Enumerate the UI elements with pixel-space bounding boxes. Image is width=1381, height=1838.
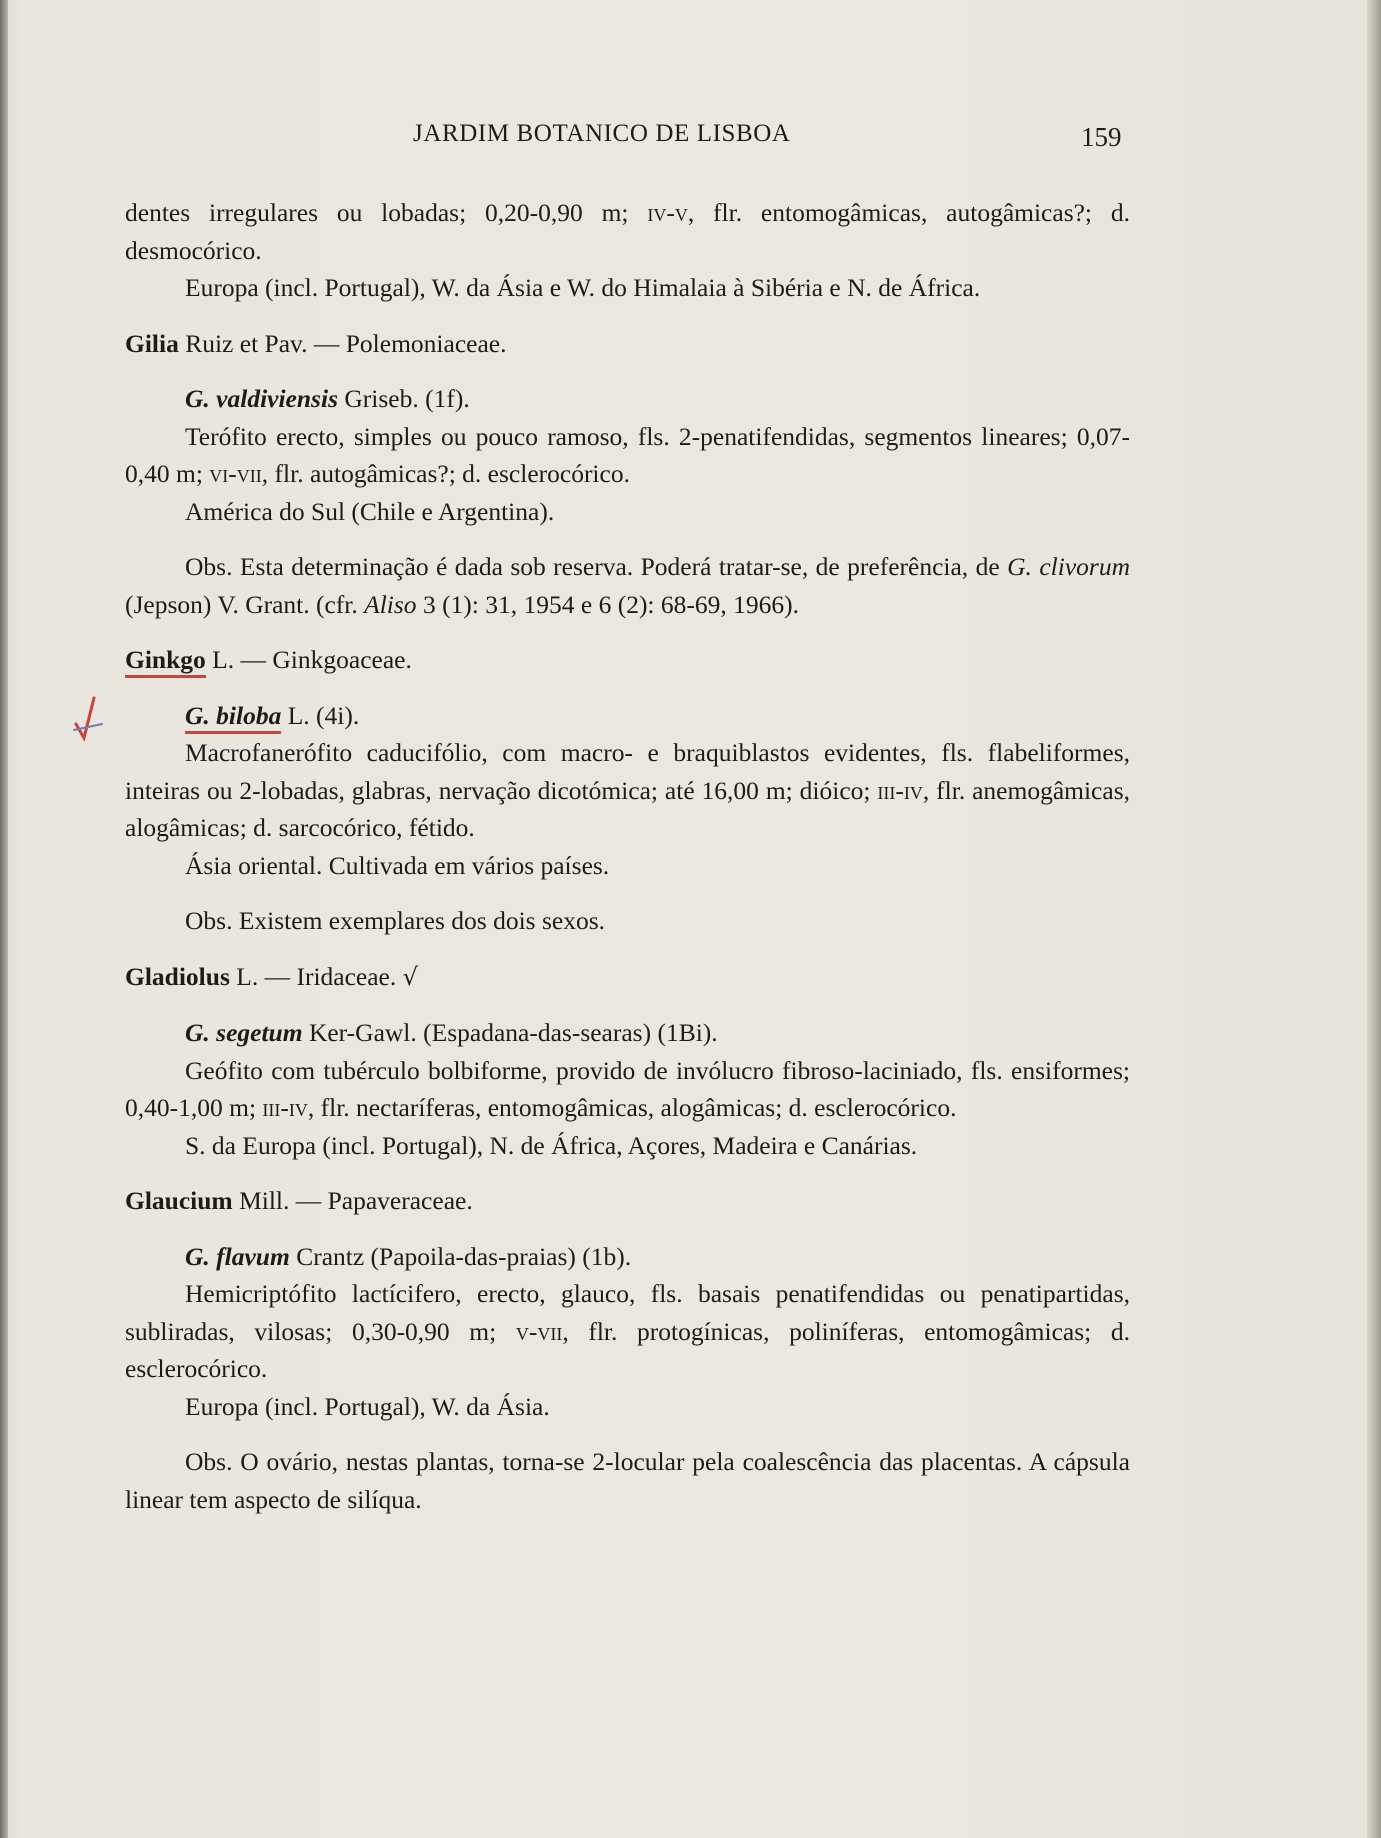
distribution-ginkgo: Ásia oriental. Cultivada em vários países. — [185, 850, 610, 880]
genus-heading-ginkgo: Ginkgo L. — Ginkgoaceae. — [125, 641, 1130, 679]
running-title: JARDIM BOTANICO DE LISBOA — [413, 120, 791, 147]
distribution-gladiolus: S. da Europa (incl. Portugal), N. de África, Açores, Madeira e Canárias. — [185, 1130, 918, 1160]
paragraph-prev-distribution: Europa (incl. Portugal), W. da Ásia e W. do Himalaia à Sibéria e N. de África. — [185, 273, 981, 302]
page-header — [0, 120, 1381, 160]
observation-gilia: Obs. Esta determinação é dada sob reserva. Poderá tratar-se, de preferência, de G. clivorum (Jepson) V. Grant. (cfr. Aliso 3 (1): 31, 1954 e 6 (2): 68-69, 1966). — [125, 552, 1130, 619]
genus-heading-gilia: Gilia Ruiz et Pav. — Polemoniaceae. — [125, 328, 507, 358]
species-heading-gladiolus: G. segetum Ker-Gawl. (Espadana-das-searas) (1Bi). — [185, 1018, 718, 1047]
genus-heading-glaucium: Glaucium Mill. — Papaveraceae. — [125, 1186, 473, 1215]
observation-ginkgo: Obs. Existem exemplares dos dois sexos. — [185, 906, 605, 935]
body-text — [125, 194, 1130, 1518]
distribution-gilia: América do Sul (Chile e Argentina). — [185, 496, 555, 526]
genus-heading-gladiolus: Gladiolus L. — Iridaceae. √ — [125, 961, 418, 991]
page-left-edge — [0, 0, 8, 1838]
species-heading-gilia: G. valdiviensis Griseb. (1f). — [185, 384, 470, 413]
description-glaucium: Hemicriptófito lactícifero, erecto, glauco, fls. basais penatifendidas ou penatipartidas, subliradas, vilosas; 0,30-0,90 m; v-vii, flr. protogínicas, poliníferas, entomogâmicas; d. esclerocórico. — [125, 1279, 1130, 1383]
check-mark-icon: √ — [402, 962, 418, 991]
description-gilia: Terófito erecto, simples ou pouco ramoso, fls. 2-penatifendidas, segmentos lineares; 0,07-0,40 m; vi-vii, flr. autogâmicas?; d. esclerocórico. — [125, 421, 1130, 488]
page-right-edge — [1367, 0, 1381, 1838]
distribution-glaucium: Europa (incl. Portugal), W. da Ásia. — [185, 1391, 550, 1421]
description-gladiolus: Geófito com tubérculo bolbiforme, provido de invólucro fibroso-laciniado, fls. ensiformes; 0,40-1,00 m; iii-iv, flr. nectaríferas, entomogâmicas, alogâmicas; d. esclerocórico. — [125, 1055, 1130, 1122]
red-tick-mark-icon — [72, 694, 106, 744]
observation-glaucium: Obs. O ovário, nestas plantas, torna-se 2-locular pela coalescência das placentas. A cápsula linear tem aspecto de silíqua. — [125, 1447, 1130, 1514]
paragraph-prev-entry: dentes irregulares ou lobadas; 0,20-0,90 m; iv-v, flr. entomogâmicas, autogâmicas?; d. desmocórico. — [125, 198, 1130, 265]
species-heading-ginkgo: G. biloba L. (4i). — [125, 697, 1130, 735]
species-heading-glaucium: G. flavum Crantz (Papoila-das-praias) (1b). — [185, 1241, 632, 1271]
page-number: 159 — [1081, 122, 1122, 152]
description-ginkgo: Macrofanerófito caducifólio, com macro- e braquiblastos evidentes, fls. flabeliformes, inteiras ou 2-lobadas, glabras, nervação dicotómica; até 16,00 m; dióico; iii-iv, flr. anemogâmicas, alogâmicas; d. sarcocórico, fétido. — [125, 738, 1130, 842]
